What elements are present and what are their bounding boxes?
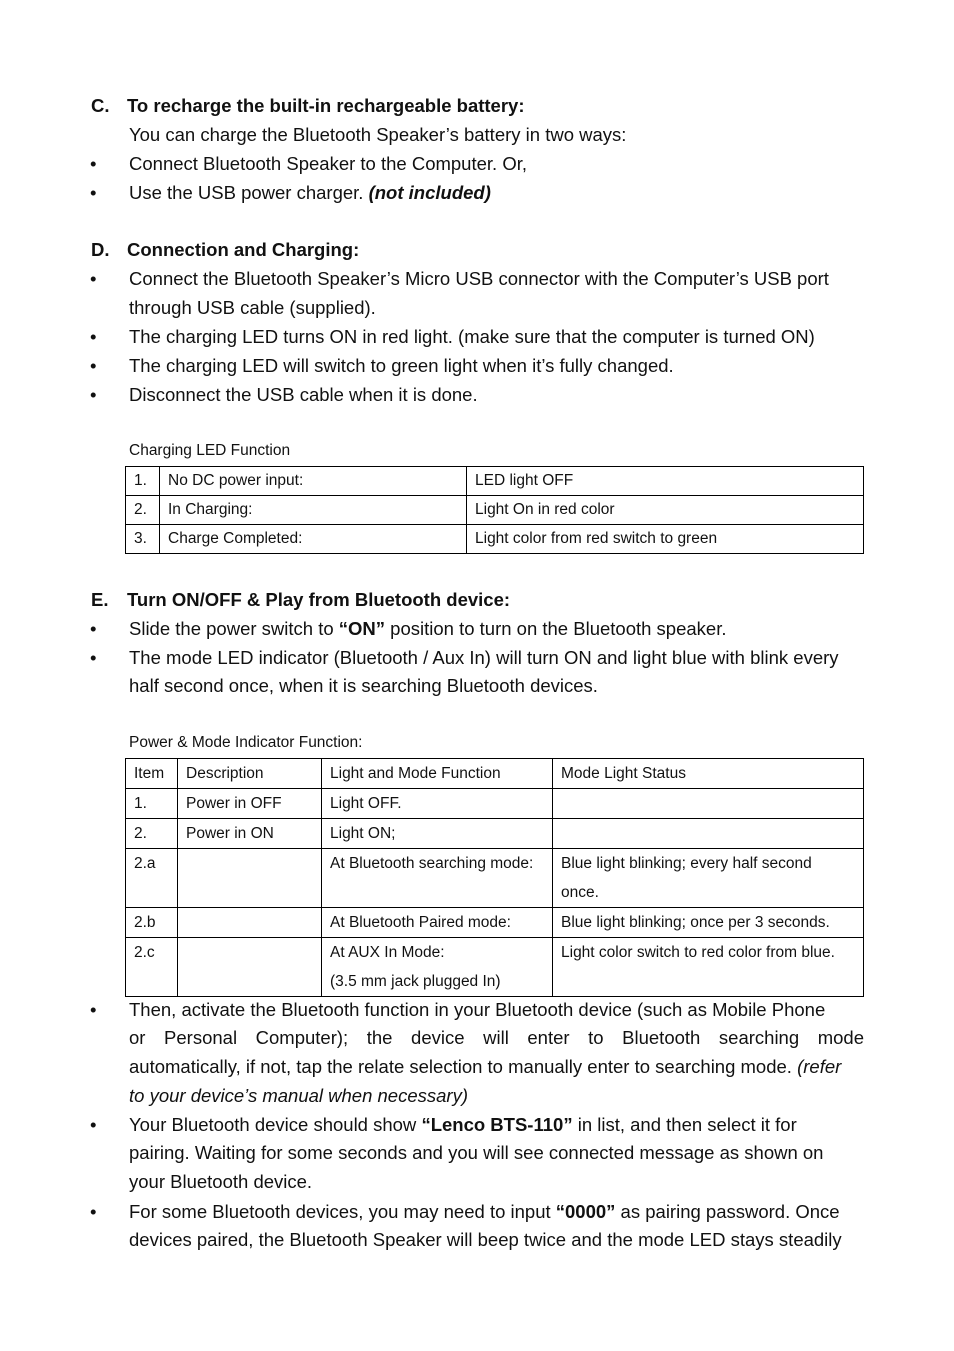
section-c-intro: You can charge the Bluetooth Speaker’s battery in two ways: <box>129 124 627 145</box>
text-run: For some Bluetooth devices, you may need to input <box>129 1201 556 1222</box>
table-cell: 1. <box>126 789 178 819</box>
bullet-marker: • <box>90 326 97 347</box>
bullet-marker: • <box>90 182 97 203</box>
section-d-bullet-1-line-1: Connect the Bluetooth Speaker’s Micro USB connector with the Computer’s USB port <box>129 268 829 289</box>
table-cell: Light OFF. <box>322 789 553 819</box>
table-cell <box>322 938 553 997</box>
bullet-marker: • <box>90 355 97 376</box>
table-cell: 3. <box>126 525 160 554</box>
table-row <box>126 467 864 496</box>
refer-note: (refer <box>797 1056 842 1077</box>
after-p3-line-1 <box>129 1197 840 1226</box>
section-c-bullet-2 <box>129 178 491 207</box>
table-cell <box>553 819 864 849</box>
table-cell <box>178 938 322 997</box>
bullet-marker: • <box>90 618 97 639</box>
table-row <box>126 938 864 997</box>
section-d-bullet-2: The charging LED turns ON in red light. (make sure that the computer is turned ON) <box>129 326 815 347</box>
section-e-heading <box>91 585 510 614</box>
device-name: “Lenco BTS-110” <box>421 1114 573 1135</box>
table-cell: Power in OFF <box>178 789 322 819</box>
refer-note-cont: to your device’s manual when necessary) <box>129 1085 468 1106</box>
table-row <box>126 849 864 908</box>
header-cell: Item <box>126 759 178 789</box>
bullet-marker: • <box>90 268 97 289</box>
bullet-marker: • <box>90 384 97 405</box>
section-d-title: Connection and Charging: <box>127 239 360 260</box>
after-p1-line-4 <box>129 1081 468 1110</box>
section-e-title: Turn ON/OFF & Play from Bluetooth device: <box>127 589 511 610</box>
cell-line: once. <box>561 884 599 901</box>
text-run: Slide the power switch to <box>129 618 339 639</box>
after-p2-line-1 <box>129 1110 797 1139</box>
bullet-2-text: Use the USB power charger. <box>129 182 369 203</box>
bullet-marker: • <box>90 999 97 1020</box>
text-run: automatically, if not, tap the relate selection to manually enter to searching mode. <box>129 1056 798 1077</box>
text-run: as pairing password. Once <box>615 1201 840 1222</box>
section-e-letter: E. <box>91 589 109 610</box>
pairing-password: “0000” <box>555 1201 616 1222</box>
after-p3-line-2: devices paired, the Bluetooth Speaker will beep twice and the mode LED stays steadily <box>129 1229 842 1250</box>
table-header-row <box>126 759 864 789</box>
charging-led-table <box>125 466 864 554</box>
section-d-bullet-1-line-2: through USB cable (supplied). <box>129 297 376 318</box>
table-2-caption: Power & Mode Indicator Function: <box>129 734 363 751</box>
table-cell: No DC power input: <box>160 467 467 496</box>
table-cell <box>178 849 322 908</box>
bullet-marker: • <box>90 1114 97 1135</box>
after-p1-line-2: or Personal Computer); the device will enter to Bluetooth searching mode <box>129 1027 864 1048</box>
table-cell: Light color switch to red color from blue. <box>553 938 864 997</box>
not-included-note: (not included) <box>368 182 491 203</box>
after-p2-line-3: your Bluetooth device. <box>129 1171 313 1192</box>
section-d-bullet-4: Disconnect the USB cable when it is done. <box>129 384 478 405</box>
table-cell <box>178 908 322 938</box>
section-c-letter: C. <box>91 95 110 116</box>
cell-line: (3.5 mm jack plugged In) <box>330 973 501 990</box>
bullet-marker: • <box>90 153 97 174</box>
bullet-marker: • <box>90 1201 97 1222</box>
table-cell: Light ON; <box>322 819 553 849</box>
section-e-bullet-2-line-1: The mode LED indicator (Bluetooth / Aux In) will turn ON and light blue with blink every <box>129 647 839 668</box>
after-p1-line-3 <box>129 1052 841 1081</box>
after-p1-line-1: Then, activate the Bluetooth function in your Bluetooth device (such as Mobile Phone <box>129 999 826 1020</box>
section-c-bullet-1: Connect Bluetooth Speaker to the Computer. Or, <box>129 153 527 174</box>
section-c-heading <box>91 91 525 120</box>
section-c-title: To recharge the built-in rechargeable battery: <box>127 95 525 116</box>
after-p2-line-2: pairing. Waiting for some seconds and you will see connected message as shown on <box>129 1142 824 1163</box>
section-d-letter: D. <box>91 239 110 260</box>
table-cell: In Charging: <box>160 496 467 525</box>
table-1-caption: Charging LED Function <box>129 442 291 459</box>
table-row <box>126 496 864 525</box>
header-cell: Mode Light Status <box>553 759 864 789</box>
table-cell: At Bluetooth searching mode: <box>322 849 553 908</box>
table-cell: 2.a <box>126 849 178 908</box>
section-e-bullet-1 <box>129 614 727 643</box>
on-label: “ON” <box>338 618 386 639</box>
table-cell: 1. <box>126 467 160 496</box>
section-d-heading <box>91 235 359 264</box>
table-cell: At Bluetooth Paired mode: <box>322 908 553 938</box>
header-cell: Description <box>178 759 322 789</box>
table-cell: LED light OFF <box>467 467 864 496</box>
table-cell: Blue light blinking; once per 3 seconds. <box>553 908 864 938</box>
table-row <box>126 789 864 819</box>
text-run: in list, and then select it for <box>572 1114 797 1135</box>
text-run: Your Bluetooth device should show <box>129 1114 422 1135</box>
bullet-marker: • <box>90 647 97 668</box>
power-mode-table <box>125 758 864 997</box>
table-cell <box>553 849 864 908</box>
table-cell: 2.c <box>126 938 178 997</box>
text-run: position to turn on the Bluetooth speaker. <box>385 618 727 639</box>
table-row <box>126 525 864 554</box>
table-cell: Light color from red switch to green <box>467 525 864 554</box>
table-cell: 2. <box>126 496 160 525</box>
cell-line: Blue light blinking; every half second <box>561 855 812 872</box>
table-row <box>126 908 864 938</box>
table-cell: 2.b <box>126 908 178 938</box>
table-cell: Power in ON <box>178 819 322 849</box>
cell-line: At AUX In Mode: <box>330 944 445 961</box>
section-e-bullet-2-line-2: half second once, when it is searching Bluetooth devices. <box>129 675 598 696</box>
table-cell <box>553 789 864 819</box>
header-cell: Light and Mode Function <box>322 759 553 789</box>
section-d-bullet-3: The charging LED will switch to green light when it’s fully changed. <box>129 355 674 376</box>
table-cell: 2. <box>126 819 178 849</box>
table-cell: Light On in red color <box>467 496 864 525</box>
table-row <box>126 819 864 849</box>
table-cell: Charge Completed: <box>160 525 467 554</box>
